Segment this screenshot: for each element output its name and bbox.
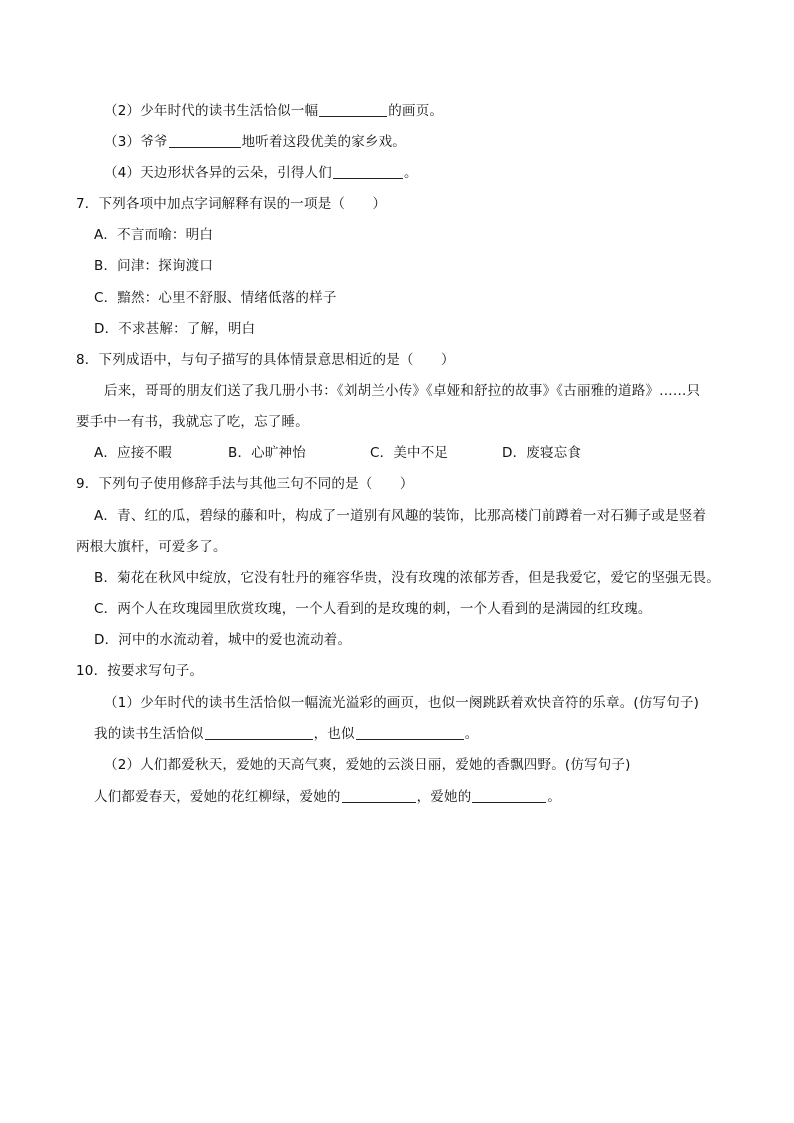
q8-option-a[interactable]: A．应接不暇	[94, 445, 172, 461]
q10-answer1-blank1[interactable]	[205, 725, 313, 740]
q7-option-d[interactable]: D．不求甚解：了解，明白	[94, 321, 256, 337]
q8-option-c[interactable]: C．美中不足	[370, 445, 449, 461]
q10-answer2-a: 人们都爱春天，爱她的花红柳绿，爱她的	[94, 789, 341, 805]
q10-answer1-a: 我的读书生活恰似	[94, 726, 204, 742]
q7-option-c[interactable]: C．黯然：心里不舒服、情绪低落的样子	[94, 290, 337, 306]
q10-stem: 10．按要求写句子。	[76, 663, 204, 679]
q7-option-b[interactable]: B．问津：探询渡口	[94, 258, 214, 274]
q10-sub2: （2）人们都爱秋天，爱她的天高气爽，爱她的云淡日丽，爱她的香飘四野。(仿写句子)	[104, 757, 631, 773]
q6-item-3-post: 地听着这段优美的家乡戏。	[241, 134, 406, 150]
q8-passage-line2: 要手中一有书，我就忘了吃，忘了睡。	[76, 414, 309, 430]
q8-option-b[interactable]: B．心旷神怡	[228, 445, 306, 461]
q10-answer2-b: ，爱她的	[416, 789, 472, 805]
q6-item-2	[104, 102, 443, 120]
q10-answer1-c: 。	[464, 726, 479, 742]
q10-answer2-blank1[interactable]	[342, 788, 416, 803]
q6-item-2-blank[interactable]	[319, 102, 387, 117]
q6-item-3	[104, 133, 406, 151]
q10-sub1: （1）少年时代的读书生活恰似一幅流光溢彩的画页，也似一阕跳跃着欢快音符的乐章。(仿写句子)	[104, 695, 700, 711]
q10-answer2-c: 。	[547, 789, 562, 805]
q6-item-3-pre: （3）爷爷	[104, 134, 168, 150]
q7-stem: 7．下列各项中加点字词解释有误的一项是（ ）	[76, 196, 387, 212]
q6-item-4-blank[interactable]	[333, 164, 403, 179]
q9-option-d[interactable]: D．河中的水流动着，城中的爱也流动着。	[94, 632, 352, 648]
q10-answer1-b: ，也似	[313, 726, 355, 742]
q6-item-2-pre: （2）少年时代的读书生活恰似一幅	[104, 103, 319, 119]
q6-item-4-pre: （4）天边形状各异的云朵，引得人们	[104, 165, 332, 181]
q6-item-4	[104, 164, 418, 182]
q8-stem: 8．下列成语中，与句子描写的具体情景意思相近的是（ ）	[76, 352, 455, 368]
q8-passage-line1: 后来，哥哥的朋友们送了我几册小书：《刘胡兰小传》《卓娅和舒拉的故事》《古丽雅的道路》……只	[104, 383, 701, 399]
q9-stem: 9．下列句子使用修辞手法与其他三句不同的是（ ）	[76, 476, 414, 492]
q7-option-a[interactable]: A．不言而喻：明白	[94, 227, 214, 243]
q9-option-b[interactable]: B．菊花在秋风中绽放，它没有牡丹的雍容华贵，没有玫瑰的浓郁芳香，但是我爱它，爱它的坚强无畏。	[94, 570, 720, 586]
q10-answer1	[94, 725, 478, 743]
q9-option-a-line1[interactable]: A．青、红的瓜，碧绿的藤和叶，构成了一道别有风趣的装饰，比那高楼门前蹲着一对石狮子或是竖着	[94, 508, 707, 524]
q9-option-c[interactable]: C．两个人在玫瑰园里欣赏玫瑰，一个人看到的是玫瑰的刺，一个人看到的是满园的红玫瑰。	[94, 601, 652, 617]
q6-item-3-blank[interactable]	[169, 133, 241, 148]
q6-item-2-post: 的画页。	[388, 103, 444, 119]
q10-answer2	[94, 788, 561, 806]
q8-option-d[interactable]: D．废寝忘食	[502, 445, 582, 461]
q10-answer2-blank2[interactable]	[472, 788, 546, 803]
q6-item-4-post: 。	[404, 165, 418, 181]
q10-answer1-blank2[interactable]	[356, 725, 464, 740]
q9-option-a-line2[interactable]: 两根大旗杆，可爱多了。	[76, 539, 227, 555]
